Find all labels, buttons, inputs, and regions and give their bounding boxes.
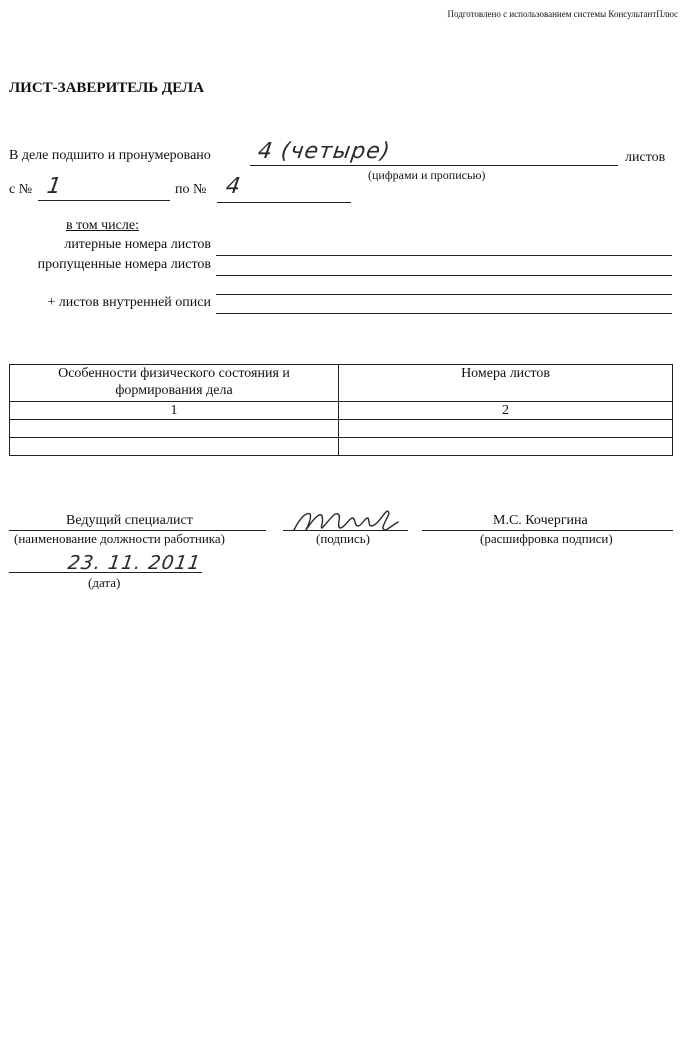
table-header-features: Особенности физического состояния и формирования дела	[10, 365, 339, 402]
date-underline	[9, 572, 202, 573]
signatory-name: М.С. Кочергина	[493, 513, 588, 528]
table-cell	[10, 420, 339, 438]
internal-inventory-label: + листов внутренней описи	[47, 295, 211, 310]
sheets-count-underline	[250, 165, 618, 166]
table-column-number-row	[10, 402, 673, 420]
sheets-suffix-label: листов	[625, 150, 666, 165]
table-row	[10, 438, 673, 456]
table-cell	[10, 438, 339, 456]
table-header-sheet-numbers: Номера листов	[339, 365, 673, 402]
sheets-count-caption: (цифрами и прописью)	[368, 168, 486, 182]
page-title: ЛИСТ-ЗАВЕРИТЕЛЬ ДЕЛА	[9, 80, 205, 96]
missing-numbers-label: пропущенные номера листов	[37, 257, 211, 272]
date-handwritten: 23. 11. 2011	[66, 552, 203, 574]
position-caption: (наименование должности работника)	[14, 531, 226, 546]
missing-numbers-underline	[216, 275, 672, 276]
sheets-prefix-label: В деле подшито и пронумеровано	[9, 148, 211, 163]
including-label: в том числе:	[66, 218, 139, 233]
range-to-underline	[217, 202, 351, 203]
table-row	[10, 420, 673, 438]
signature-caption: (подпись)	[316, 531, 370, 546]
prepared-with-note: Подготовлено с использованием системы КонсультантПлюс	[447, 9, 678, 19]
missing-numbers-underline-2	[216, 294, 672, 295]
range-from-label: с №	[9, 182, 33, 197]
internal-inventory-underline	[216, 313, 672, 314]
letter-numbers-label: литерные номера листов	[64, 237, 211, 252]
letter-numbers-underline	[216, 255, 672, 256]
range-from-underline	[38, 200, 170, 201]
signatory-name-caption: (расшифровка подписи)	[480, 531, 613, 546]
range-to-label: по №	[175, 182, 207, 197]
table-header-row	[10, 365, 673, 402]
date-caption: (дата)	[88, 575, 121, 590]
table-column-number-2: 2	[339, 402, 673, 420]
physical-state-table	[9, 364, 673, 456]
range-from-handwritten: 1	[45, 174, 64, 199]
position-text: Ведущий специалист	[66, 513, 193, 528]
table-cell	[339, 420, 673, 438]
sheets-count-handwritten: 4 (четыре)	[256, 139, 393, 164]
range-to-handwritten: 4	[224, 174, 243, 199]
table-column-number-1: 1	[10, 402, 339, 420]
table-cell	[339, 438, 673, 456]
